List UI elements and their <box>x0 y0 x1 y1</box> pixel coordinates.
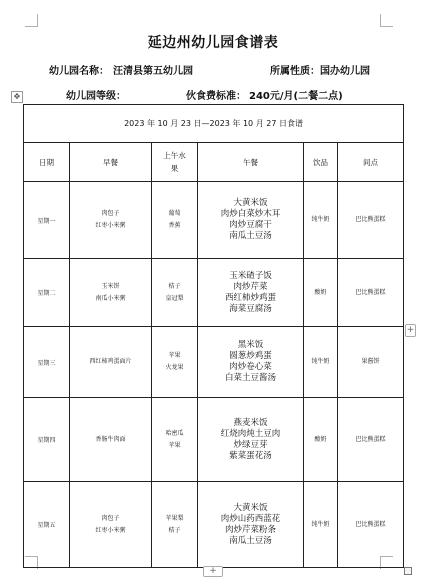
cell-line: 肉炒山药西蓝花 <box>220 513 281 524</box>
fruit-cell <box>152 327 198 398</box>
lunch-cell <box>198 398 304 482</box>
cell-line: 火龙果 <box>165 364 184 371</box>
cell-line: 肉包子 <box>101 210 120 217</box>
breakfast-cell <box>70 259 152 327</box>
cell-line: 肉炒白菜炒木耳 <box>220 209 281 219</box>
cell-line: 香肠牛肉面 <box>95 435 126 443</box>
breakfast-cell <box>70 482 152 568</box>
drink-cell: 酸奶 <box>304 398 338 482</box>
cell-line: 哈密瓜 <box>165 429 184 437</box>
column-header: 间点 <box>338 143 404 182</box>
cell-line: 肉炒芹菜粉条 <box>224 524 276 535</box>
snack-cell: 果酱饼 <box>338 327 404 398</box>
cell-line: 大黄米饭 <box>233 198 268 208</box>
cell-line: 红烧肉炖土豆肉 <box>220 428 281 439</box>
column-header: 日期 <box>24 143 70 182</box>
snack-cell: 巴比熊蛋糕 <box>338 398 404 482</box>
table-row <box>24 182 404 259</box>
kindergarten-name-label: 幼儿园名称： <box>49 66 109 77</box>
table-move-handle-icon[interactable]: ✥ <box>11 91 23 103</box>
cell-line: 玉米饼 <box>101 282 120 290</box>
cell-line: 玉米碴子饭 <box>229 270 272 281</box>
drink-cell: 纯牛奶 <box>304 482 338 568</box>
cell-line: 西红柿鸡蛋面片 <box>89 358 132 365</box>
lunch-cell <box>198 182 304 259</box>
cell-line: 肉炒豆腐干 <box>229 220 272 230</box>
page-title: 延边州幼儿园食谱表 <box>147 35 279 51</box>
cell-line: 南瓜小米粥 <box>95 294 126 302</box>
snack-cell: 巴比熊蛋糕 <box>338 182 404 259</box>
table-row <box>24 259 404 327</box>
drink-cell: 酸奶 <box>304 259 338 327</box>
snack-cell: 巴比熊蛋糕 <box>338 482 404 568</box>
add-column-button[interactable]: + <box>406 325 415 335</box>
table-row <box>24 327 404 398</box>
fruit-cell <box>152 259 198 327</box>
cell-line: 葡萄 <box>168 210 181 217</box>
table-row <box>24 398 404 482</box>
cell-line: 苹果梨 <box>165 514 184 522</box>
day-cell: 星期三 <box>24 327 70 398</box>
breakfast-cell <box>70 182 152 259</box>
breakfast-cell <box>70 327 152 398</box>
cell-line: 大黄米饭 <box>233 502 268 513</box>
cell-line: 苹果 <box>168 441 181 449</box>
day-cell: 星期二 <box>24 259 70 327</box>
cell-line: 南瓜土豆汤 <box>229 231 272 241</box>
snack-cell: 巴比熊蛋糕 <box>338 259 404 327</box>
column-header: 早餐 <box>70 143 152 182</box>
day-cell: 星期四 <box>24 398 70 482</box>
lunch-cell <box>198 482 304 568</box>
fee-info <box>186 87 343 102</box>
column-header: 上午水果 <box>152 143 198 182</box>
column-header: 午餐 <box>198 143 304 182</box>
cell-line: 海菜豆腐汤 <box>229 303 272 314</box>
cell-line: 苹果 <box>168 352 181 359</box>
cell-line: 桔子 <box>168 282 181 290</box>
nature-info <box>270 62 370 77</box>
fruit-cell <box>152 482 198 568</box>
crop-mark-top-left <box>25 14 38 27</box>
cell-line: 肉包子 <box>101 514 120 522</box>
date-range: 2023 年 10 月 23 日—2023 年 10 月 27 日食谱 <box>24 105 404 143</box>
nature-value: 国办幼儿园 <box>320 66 370 77</box>
drink-cell: 纯牛奶 <box>304 327 338 398</box>
drink-cell: 纯牛奶 <box>304 182 338 259</box>
cell-line: 燕麦米饭 <box>233 417 268 428</box>
cell-line: 桔子 <box>168 526 181 534</box>
breakfast-cell <box>70 398 152 482</box>
fruit-cell <box>152 398 198 482</box>
cell-line: 肉炒卷心菜 <box>229 362 272 372</box>
table-resize-handle-icon[interactable] <box>403 566 412 575</box>
grade-label: 幼儿园等级： <box>66 91 126 102</box>
day-cell: 星期一 <box>24 182 70 259</box>
cell-line: 红枣小米粥 <box>95 526 126 534</box>
cell-line: 红枣小米粥 <box>95 222 126 229</box>
cell-line: 炒绿豆芽 <box>233 439 268 450</box>
lunch-cell <box>198 327 304 398</box>
fee-value: 240元/月(二餐二点) <box>249 91 343 102</box>
add-row-button[interactable]: + <box>203 566 223 577</box>
menu-table <box>23 104 404 568</box>
table-row <box>24 482 404 568</box>
cell-line: 圆葱炒鸡蛋 <box>229 351 272 361</box>
cell-line: 紫菜蛋花汤 <box>229 450 272 461</box>
crop-mark-top-right <box>380 14 393 27</box>
cell-line: 肉炒芹菜 <box>233 281 268 292</box>
kindergarten-name-value: 汪清县第五幼儿园 <box>113 66 193 77</box>
nature-label: 所属性质： <box>270 66 320 77</box>
cell-line: 皇冠梨 <box>165 294 184 302</box>
cell-line: 香蕉 <box>168 222 181 229</box>
kindergarten-name-info <box>49 62 193 77</box>
fruit-cell <box>152 182 198 259</box>
cell-line: 西红柿炒鸡蛋 <box>224 292 276 303</box>
grade-info <box>66 87 126 102</box>
lunch-cell <box>198 259 304 327</box>
fee-label: 伙食费标准： <box>186 91 246 102</box>
cell-line: 南瓜土豆汤 <box>229 535 272 546</box>
day-cell: 星期五 <box>24 482 70 568</box>
cell-line: 白菜土豆酱汤 <box>224 373 276 383</box>
cell-line: 黑米饭 <box>237 340 264 350</box>
column-header: 饮品 <box>304 143 338 182</box>
